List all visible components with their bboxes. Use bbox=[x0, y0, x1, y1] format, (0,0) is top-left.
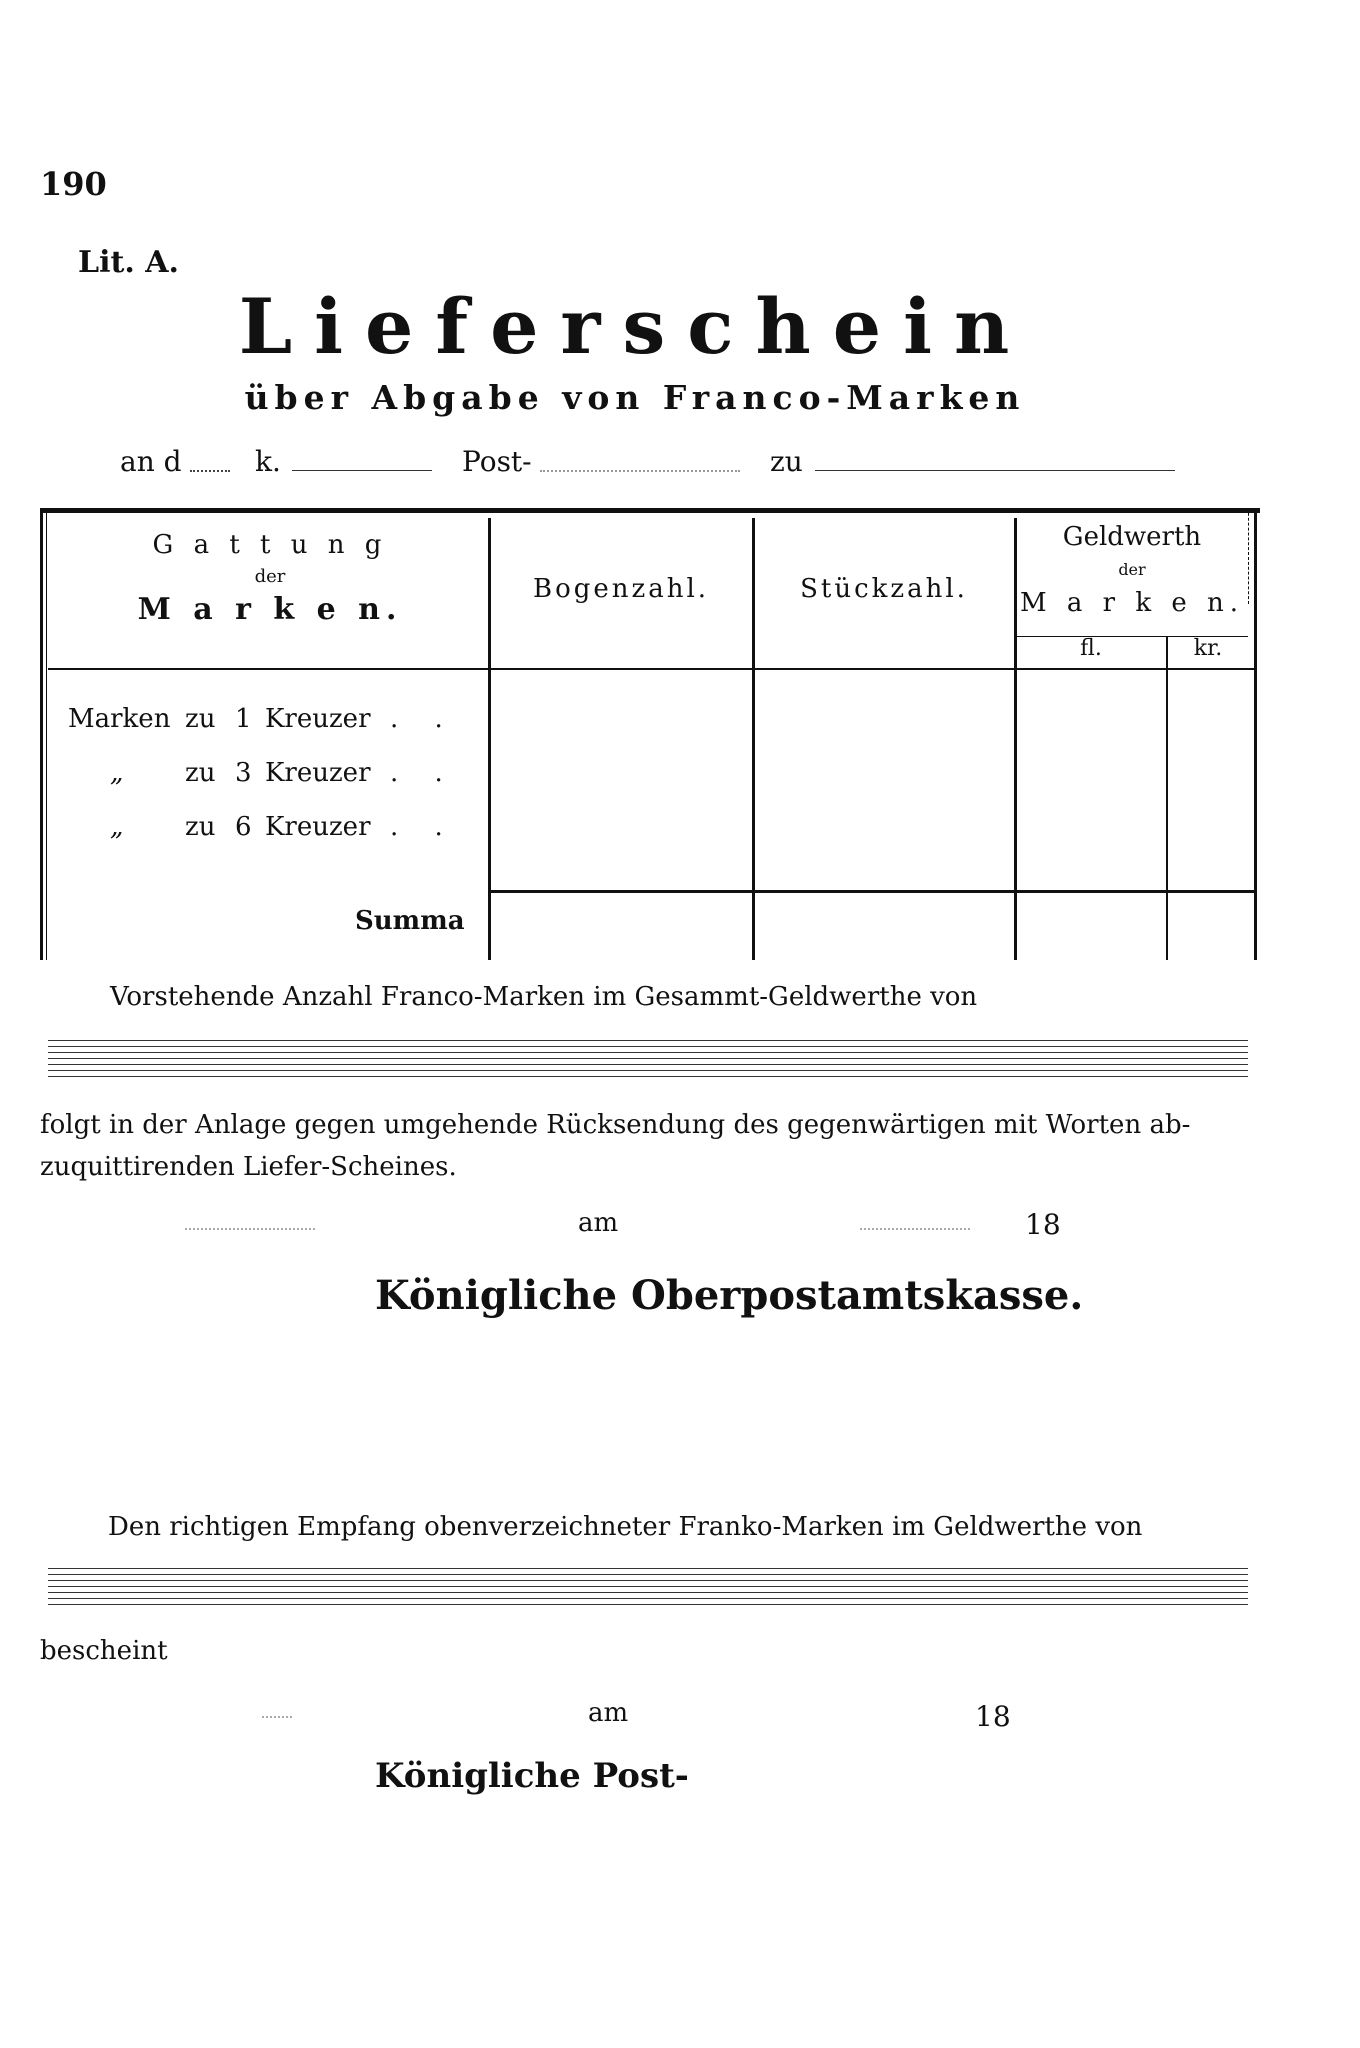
amount-ruled-field-1[interactable] bbox=[48, 1040, 1248, 1082]
header-geldwerth-marken: M a r k e n. bbox=[1019, 588, 1245, 618]
header-bogenzahl: Bogenzahl. bbox=[532, 574, 710, 604]
header-marken: M a r k e n. bbox=[137, 592, 403, 627]
document-title: Lieferschein bbox=[238, 282, 1032, 371]
header-geldwerth: Geldwerth bbox=[1062, 522, 1202, 552]
row-num: 6 bbox=[235, 812, 252, 842]
row-dots: . . bbox=[390, 758, 457, 788]
address-k-blank[interactable] bbox=[292, 470, 432, 471]
bescheint-label: bescheint bbox=[40, 1636, 168, 1666]
header-bottom-line bbox=[48, 668, 1254, 670]
row-num: 3 bbox=[235, 758, 252, 788]
document-subtitle: über Abgabe von Franco-Marken bbox=[244, 378, 1026, 417]
header-fl: fl. bbox=[1080, 636, 1102, 661]
row-dots: . . bbox=[390, 812, 457, 842]
date2-place-blank[interactable] bbox=[262, 1716, 292, 1718]
row-num: 1 bbox=[235, 704, 252, 734]
lit-label: Lit. A. bbox=[78, 245, 179, 280]
address-k: k. bbox=[255, 445, 281, 478]
header-gattung-der: der bbox=[254, 566, 286, 587]
row-zu: zu bbox=[185, 812, 216, 842]
date2-am: am bbox=[588, 1698, 629, 1728]
row-prefix: „ bbox=[110, 812, 124, 842]
row-unit: Kreuzer bbox=[265, 758, 371, 788]
date1-year: 18 bbox=[1025, 1208, 1061, 1241]
address-zu-blank[interactable] bbox=[815, 470, 1175, 471]
address-d-blank[interactable] bbox=[190, 470, 230, 472]
row-prefix: „ bbox=[110, 758, 124, 788]
amount-ruled-field-2[interactable] bbox=[48, 1568, 1248, 1610]
date2-year: 18 bbox=[975, 1700, 1011, 1733]
row-dots: . . bbox=[390, 704, 457, 734]
header-kr: kr. bbox=[1193, 636, 1223, 661]
row-prefix: Marken bbox=[68, 704, 171, 734]
header-geldwerth-der: der bbox=[1118, 560, 1146, 579]
date1-am: am bbox=[578, 1208, 619, 1238]
para-folgt-line2: zuquittirenden Liefer-Scheines. bbox=[40, 1152, 457, 1182]
address-an: an d bbox=[120, 445, 182, 478]
para-empfang: Den richtigen Empfang obenverzeichneter Franko-Marken im Geldwerthe von bbox=[108, 1512, 1143, 1542]
summa-line bbox=[488, 890, 1254, 893]
col-sep-3 bbox=[1014, 518, 1017, 960]
para-folgt-line1: folgt in der Anlage gegen umgehende Rücksendung des gegenwärtigen mit Worten ab- bbox=[40, 1110, 1191, 1140]
marken-table bbox=[40, 508, 1260, 960]
para-gesammt-geldwerth: Vorstehende Anzahl Franco-Marken im Gesammt-Geldwerthe von bbox=[110, 982, 978, 1012]
signature-oberpostamtskasse: Königliche Oberpostamtskasse. bbox=[375, 1272, 1084, 1319]
table-right-inner-border bbox=[1248, 508, 1249, 604]
table-top-border bbox=[40, 508, 1260, 513]
row-zu: zu bbox=[185, 704, 216, 734]
row-zu: zu bbox=[185, 758, 216, 788]
date1-place-blank[interactable] bbox=[185, 1228, 315, 1230]
row-unit: Kreuzer bbox=[265, 704, 371, 734]
row-unit: Kreuzer bbox=[265, 812, 371, 842]
header-stueckzahl: Stückzahl. bbox=[800, 574, 968, 604]
date1-day-blank[interactable] bbox=[860, 1228, 970, 1230]
table-left-inner-border bbox=[46, 508, 47, 960]
header-gattung: G a t t u n g bbox=[152, 530, 388, 560]
address-post-blank[interactable] bbox=[540, 470, 740, 472]
col-sep-fl-kr bbox=[1166, 636, 1168, 960]
summa-label: Summa bbox=[355, 906, 465, 936]
table-right-border bbox=[1254, 508, 1257, 960]
address-post: Post- bbox=[462, 445, 532, 478]
signature-koenigliche-post: Königliche Post- bbox=[375, 1756, 689, 1796]
address-zu: zu bbox=[770, 445, 803, 478]
table-left-border bbox=[40, 508, 43, 960]
page-number: 190 bbox=[40, 165, 107, 203]
